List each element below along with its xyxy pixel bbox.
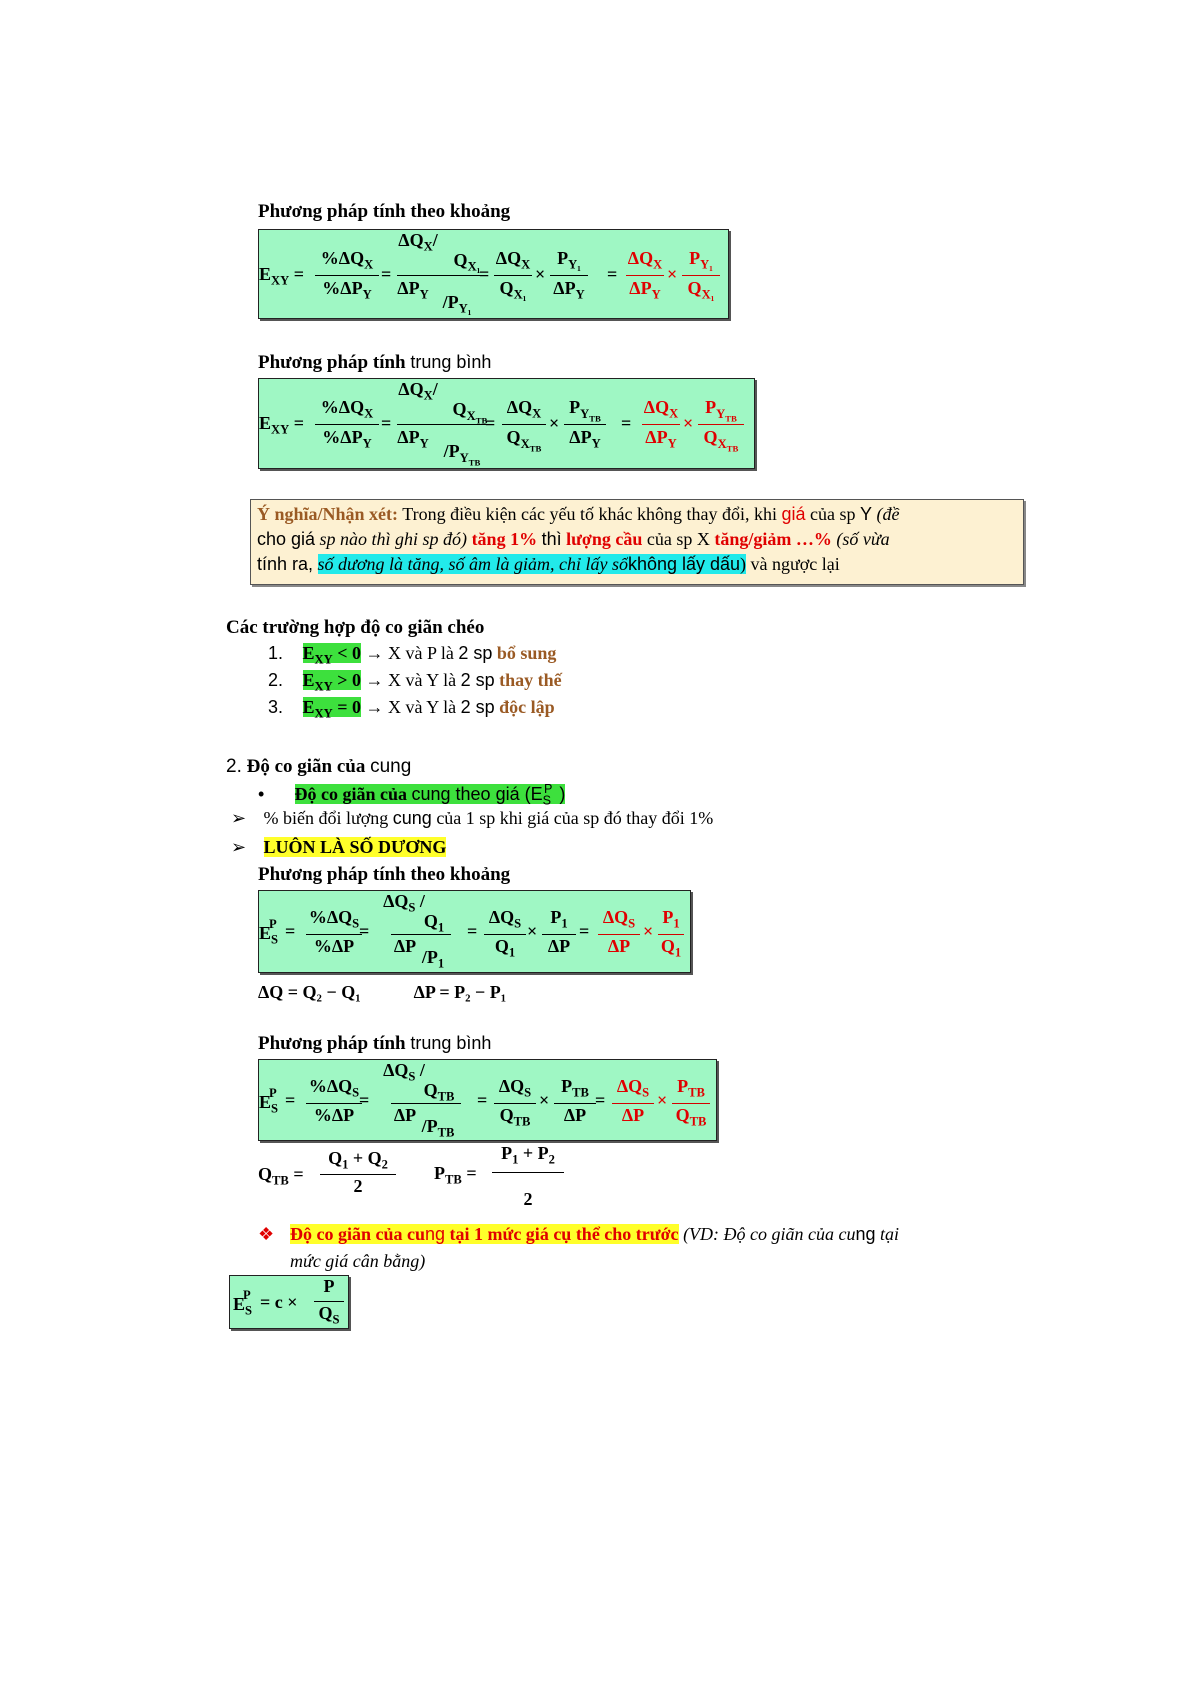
point-text [445,1224,450,1244]
note-text: ) [740,554,747,574]
case-text: → X và Y là [365,697,457,717]
point-note: (VD: Độ co giãn của cu [683,1224,856,1244]
point-note: tại [880,1224,900,1244]
case-item [268,697,555,722]
heading-avg-method-2 [258,1033,491,1055]
note-text: Trong điều kiện các yếu tố khác không thay đổi, khi [402,504,777,524]
cases-heading: Các trường hợp độ co giãn chéo [226,617,485,638]
case-cond: $E_{XY} > 0$ [302,670,361,694]
heading-avg-b: trung bình [410,1033,492,1053]
case-item [268,670,562,695]
case-text: → X và Y là [365,670,457,690]
arrow-bullet-icon: ➢ [231,808,247,828]
note-text: lượng cầu [566,529,643,549]
note-text: (đề [876,504,900,524]
arrow-bullet-icon: ➢ [231,837,247,857]
formula-box-cross-range: $E_{XY}$ = $\%\Delta Q_X$ $\%\Delta P_Y$ = $\Delta Q_X/$ $Q_{X_1}$ $\Delta P_Y$ $/P_{Y_1}$ = $\Delta Q_X$ $Q_{X_1}$ × $P_{Y_1}$ $\Delta P_Y$ = $\Delta Q_X$ $\Delta P_Y$ × $P_{Y_1}$ $Q_{X_1}$ [258,229,729,319]
note-text: tăng 1% [471,529,538,549]
case-kind: thay thế [499,670,562,690]
formula-box-point-elasticity: $E_S^P$ = c × P $Q_S$ [229,1275,349,1329]
note-highlight: số dương là tăng, số âm là giảm, chỉ lấy số [317,554,628,574]
delta-p-definition: ΔP = P₂ − P₁ [413,982,507,1002]
arrow-text: cung [392,808,432,828]
bullet-text-b: cung theo giá (E [411,784,543,804]
diamond-bullet-icon: ❖ [258,1224,275,1244]
point-text: ng [425,1224,446,1244]
note-text: sp nào thì ghi sp đó) [319,529,468,549]
always-positive-label: LUÔN LÀ SỐ DƯƠNG [263,837,447,857]
formula-box-supply-range: $E_S^P$ = $\%\Delta Q_S$ %ΔP = $\Delta Q_S$ / $Q_1$ ΔP $/P_1$ = $\Delta Q_S$ $Q_1$ × $P_1$ ΔP = $\Delta Q_S$ ΔP × $P_1$ $Q_1$ [258,890,691,973]
note-text: của sp X [646,529,710,549]
note-text: thì [541,529,562,549]
point-elasticity-item [258,1221,1018,1275]
case-item [268,643,556,668]
formula-box-supply-average: $E_S^P$ = $\%\Delta Q_S$ %ΔP = $\Delta Q_S$ / $Q_{TB}$ ΔP $/P_{TB}$ = $\Delta Q_S$ $Q_{TB}$ × $P_{TB}$ ΔP = $\Delta Q_S$ ΔP × $P_{TB}$ $Q_{TB}$ [258,1059,717,1141]
case-cond: $E_{XY} = 0$ [302,697,361,721]
delta-definitions [258,982,506,1003]
case-kind: độc lập [499,697,555,717]
bullet-supply-elasticity: • Độ co giãn của cung theo giá ($E_S^P$ ) [258,782,566,808]
case-num: 2. [268,670,284,690]
point-text: Độ co giãn của cu [290,1224,425,1244]
note-box-meaning [250,499,1024,585]
note-text: (số vừa [836,529,890,549]
bullet-text-a: Độ co giãn của [294,784,407,804]
note-text: tính ra, [257,554,314,574]
heading-avg-a: Phương pháp tính [258,1033,406,1054]
point-text: tại 1 mức giá cụ thể cho trước [449,1224,679,1244]
bullet-icon: • [258,784,265,804]
arrow-text: của 1 sp khi giá của sp đó thay đổi 1% [436,808,714,828]
note-text: cho giá [257,529,316,549]
note-text: tăng/giảm …% [714,529,832,549]
case-num: 3. [268,697,284,717]
arrow-item-definition [231,808,713,829]
note-highlight: không lấy dấu [627,554,741,574]
arrow-text: % biến đổi lượng [263,808,389,828]
heading-avg-method-1 [258,352,491,374]
case-num: 1. [268,643,284,663]
arrow-item-positive [231,837,446,858]
point-note: mức giá cân bằng) [290,1251,426,1271]
case-cond: $E_{XY} < 0$ [302,643,361,667]
heading-avg-a: Phương pháp tính [258,352,406,373]
section-title-b: cung [370,756,412,777]
ptb-definition: $P_{TB}$ = $P_1 + P_2$ 2 [434,1143,574,1223]
point-note: ng [855,1224,876,1244]
section-num: 2. [226,756,242,777]
note-text: của sp [810,504,856,524]
note-text: và ngược lại [750,554,840,574]
heading-range-method-1: Phương pháp tính theo khoảng [258,201,511,222]
note-label: Ý nghĩa/Nhận xét: [257,504,399,524]
case-text: 2 sp [458,643,493,663]
case-text: → X và P là [365,643,454,663]
case-text: 2 sp [460,697,495,717]
qtb-definition: $Q_{TB}$ = $Q_1 + Q_2$ 2 [258,1148,408,1208]
note-text: giá [781,504,806,524]
section2-title [226,756,411,778]
heading-range-method-2: Phương pháp tính theo khoảng [258,864,511,885]
heading-avg-b: trung bình [410,352,492,372]
formula-box-cross-average: $E_{XY}$ = $\%\Delta Q_X$ $\%\Delta P_Y$ = $\Delta Q_X/$ $Q_{X_{TB}}$ $\Delta P_Y$ $/P_{Y_{TB}}$ = $\Delta Q_X$ $Q_{X_{TB}}$ × $P_{Y_{TB}}$ $\Delta P_Y$ = $\Delta Q_X$ $\Delta P_Y$ × $P_{Y_{TB}}$ $Q_{X_{TB}}$ [258,378,755,469]
section-title-a: Độ co giãn của [246,756,366,777]
case-kind: bổ sung [496,643,557,663]
delta-q-definition: ΔQ = Q₂ − Q₁ [258,982,361,1002]
case-text: 2 sp [460,670,495,690]
note-text: Y [860,504,873,524]
